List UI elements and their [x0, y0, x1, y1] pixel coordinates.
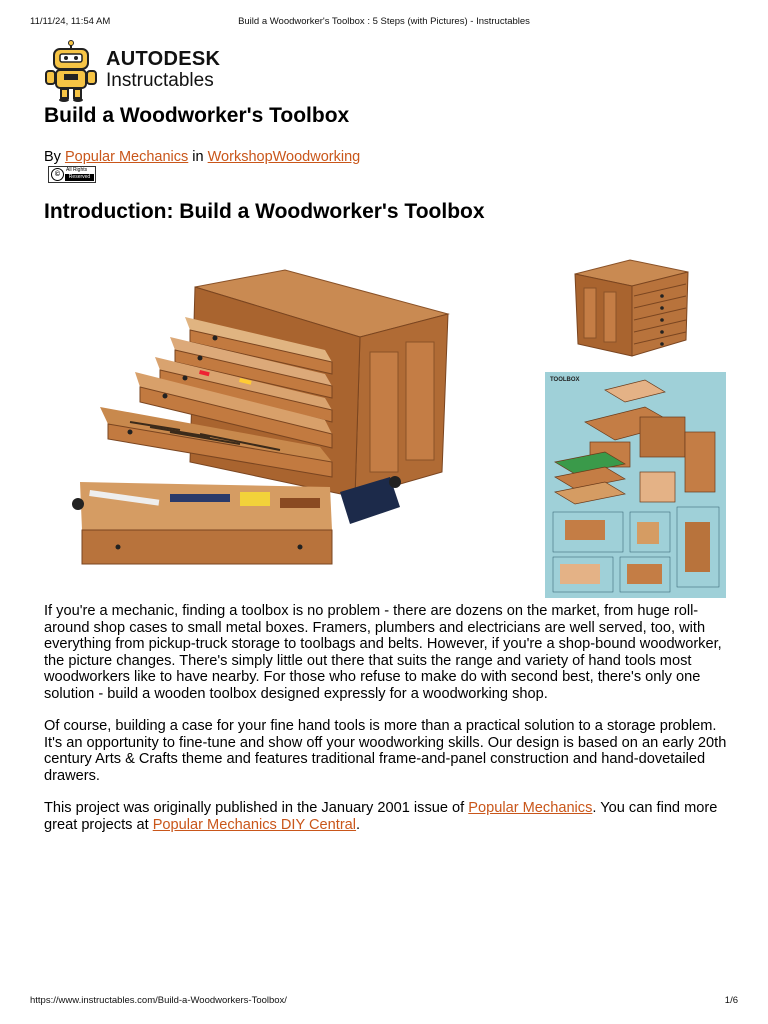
print-datetime: 11/11/24, 11:54 AM: [30, 16, 111, 27]
copyright-icon: ©: [51, 168, 64, 181]
popular-mechanics-link[interactable]: Popular Mechanics: [468, 800, 593, 816]
paragraph-2: Of course, building a case for your fine hand tools is more than a practical solution to a storage problem. It's an opportunity to fine-tune and show off your woodworking skills. Our design is based on an early 20th century Arts & Crafts theme and features traditional frame-and-panel construction and hand-dovetailed drawers.: [44, 718, 727, 784]
byline-in: in: [188, 149, 208, 165]
print-page-title: Build a Woodworker's Toolbox : 5 Steps (with Pictures) - Instructables: [238, 16, 530, 27]
category-link[interactable]: WorkshopWoodworking: [207, 149, 361, 165]
diy-central-link[interactable]: Popular Mechanics DIY Central: [152, 816, 357, 833]
paragraph-3-text-b: . You can find more great projects at: [44, 800, 718, 833]
toolbox-main-image[interactable]: [70, 262, 460, 572]
page-title: Build a Woodworker's Toolbox: [44, 104, 350, 127]
author-link[interactable]: Popular Mechanics: [64, 149, 189, 165]
paragraph-3-text-a: This project was originally published in the January 2001 issue of: [44, 800, 469, 816]
license-line2: Reserved: [65, 174, 94, 181]
logo-instructables-text: Instructables: [106, 70, 214, 91]
paragraph-3: [44, 800, 734, 833]
toolbox-closed-thumbnail[interactable]: [570, 256, 692, 360]
paragraph-1: If you're a mechanic, finding a toolbox is no problem - there are dozens on the market, from huge roll-around shop cases to small metal boxes. Framers, plumbers and electricians are well served, too, with everything from pickup-truck storage to toolbags and belts. However, if you're a shop-bound woodworker, the picture changes. There's simply little out there that suits the range and variety of hand tools most woodworkers like to have nearby. For those who refuse to make do with second best, there's only one solution - build a wooden toolbox designed expressly for a woodworking shop.: [44, 603, 722, 702]
instructables-logo[interactable]: [44, 40, 244, 102]
diagram-label: TOOLBOX: [550, 377, 580, 383]
license-text: [66, 168, 93, 173]
license-line1: All Rights: [66, 167, 88, 173]
license-badge[interactable]: [48, 166, 96, 183]
intro-heading: Introduction: Build a Woodworker's Toolbox: [44, 200, 485, 223]
print-page-number: 1/6: [724, 995, 738, 1006]
byline: [44, 149, 360, 165]
bottom-tray: [72, 476, 401, 564]
article-body: [44, 603, 734, 849]
toolbox-plans-diagram[interactable]: [545, 372, 726, 598]
print-url: https://www.instructables.com/Build-a-Woodworkers-Toolbox/: [30, 995, 287, 1006]
paragraph-3-text-c: .: [356, 816, 361, 833]
byline-by: By: [44, 149, 65, 165]
logo-autodesk-text: AUTODESK: [106, 48, 221, 70]
instructables-robot-icon: [44, 40, 98, 102]
